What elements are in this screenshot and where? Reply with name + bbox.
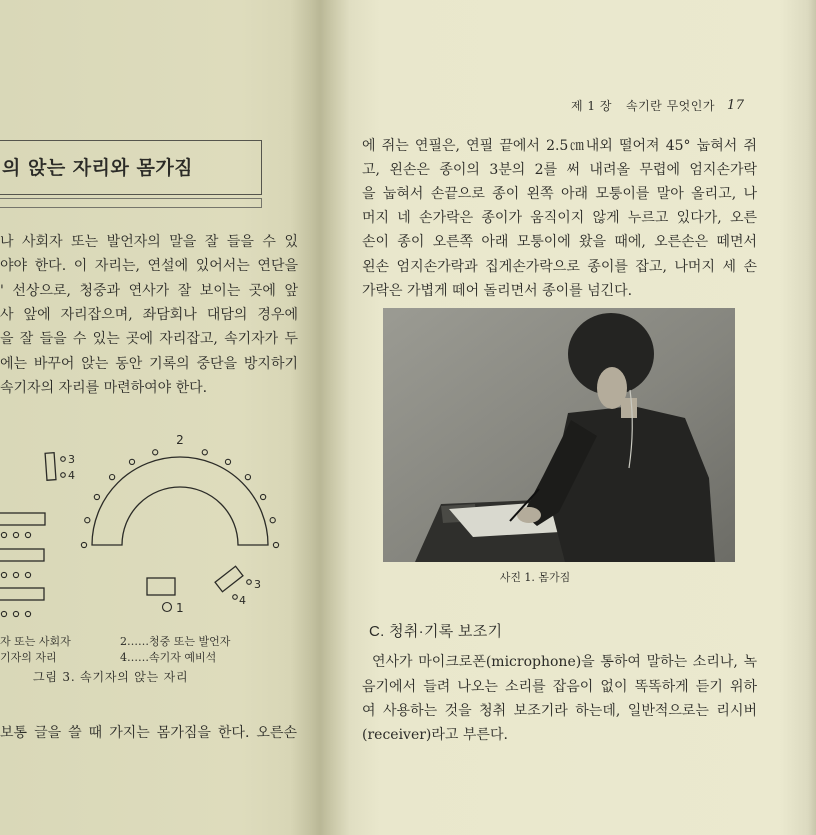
body-text-line: 손이 종이 오른쪽 아래 모퉁이에 왔을 때에, 오른손은 떼면서 <box>362 234 757 250</box>
seat-dot <box>129 459 134 464</box>
body-text-line: 머지 네 손가락은 종이가 움직이지 않게 누르고 있다가, 오른 <box>362 210 757 226</box>
body-text-line: 연사가 마이크로폰(microphone)을 통하여 말하는 소리나, 녹 <box>372 654 757 670</box>
body-text-line: 에 쥐는 연필은, 연필 끝에서 2.5㎝내외 떨어져 45° 눕혀서 쥐 <box>362 138 757 154</box>
body-text-line: 을 잘 들을 수 있는 곳에 자리잡고, 속기자가 두 <box>0 331 298 347</box>
seating-diagram <box>0 425 300 625</box>
seat-dot <box>270 518 275 523</box>
seat-dot <box>261 494 266 499</box>
page-number: 17 <box>727 98 745 113</box>
body-text-line: 야야 한다. 이 자리는, 연설에 있어서는 연단을 <box>0 258 298 274</box>
audience-marker-label: 2 <box>176 433 184 447</box>
seat-dot <box>273 542 278 547</box>
running-header-chapter: 제 1 장 <box>571 99 612 113</box>
stenographer-desk-left <box>45 453 56 481</box>
heading-underline-rule <box>0 198 262 208</box>
body-text-line: 에는 바꾸어 앉는 동안 기록의 중단을 방지하기 <box>0 356 298 372</box>
figure-legend-item: 기자의 자리 <box>0 651 57 664</box>
seat-dot <box>13 611 18 616</box>
seat-dot <box>13 572 18 577</box>
seat-dot <box>85 518 90 523</box>
left-page <box>0 0 305 835</box>
seat-dot <box>1 572 6 577</box>
body-text-line: (receiver)라고 부른다. <box>362 727 508 743</box>
audience-seat-dots <box>81 450 278 548</box>
marker-dot <box>247 580 252 585</box>
body-text-line: 고, 왼손은 종이의 3분의 2를 써 내려올 무렵에 엄지손가락 <box>362 162 757 178</box>
table-left-1 <box>0 513 45 525</box>
audience-seating-arch <box>92 457 268 545</box>
posture-photo <box>383 308 735 562</box>
figure-caption: 그림 3. 속기자의 앉는 자리 <box>33 670 189 684</box>
reserve-marker-label: 4 <box>68 469 75 482</box>
body-text-line: 속기자의 자리를 마련하여야 한다. <box>0 380 208 396</box>
seat-dot <box>25 572 30 577</box>
body-text-line: 가락은 가볍게 떼어 돌리면서 종이를 넘긴다. <box>362 283 633 299</box>
subsection-heading: C. 청취·기록 보조기 <box>369 623 503 640</box>
stenographer-desk-right <box>215 566 243 591</box>
figure-legend-item: 2……청중 또는 발언자 <box>120 635 231 648</box>
seat-dot <box>225 459 230 464</box>
seat-dot <box>1 611 6 616</box>
stenographer-marker-label: 3 <box>254 578 261 591</box>
speaker-marker-circle <box>163 603 172 612</box>
seat-dot <box>202 450 207 455</box>
seat-dot <box>94 494 99 499</box>
body-text-line: 음기에서 들려 나오는 소리를 잡음이 없이 똑똑하게 듣기 위하 <box>362 679 757 695</box>
photo-caption: 사진 1. 몸가짐 <box>499 571 571 584</box>
reserve-marker-label: 4 <box>239 594 246 607</box>
speaker-podium <box>147 578 175 595</box>
body-text-line: ' 선상으로, 청중과 연사가 잘 보이는 곳에 앞 <box>0 283 298 299</box>
section-heading: 의 앉는 자리와 몸가짐 <box>2 157 194 179</box>
body-text-line: 여 사용하는 것을 청취 보조기라 하는데, 일반적으로는 리시버 <box>362 703 757 719</box>
body-text-line: 나 사회자 또는 발언자의 말을 잘 들을 수 있 <box>0 234 298 250</box>
stenographer-marker-label: 3 <box>68 453 75 466</box>
woman-face <box>597 367 627 409</box>
seat-dot <box>110 475 115 480</box>
speaker-marker-label: 1 <box>176 601 184 615</box>
table-left-2 <box>0 549 44 561</box>
seat-dot <box>81 542 86 547</box>
body-text-line: 을 눕혀서 손끝으로 종이 왼쪽 아래 모퉁이를 말아 올리고, 나 <box>362 186 757 202</box>
marker-dot <box>61 457 66 462</box>
seat-dot <box>1 532 6 537</box>
body-text-line: 왼손 엄지손가락과 집게손가락으로 종이를 잡고, 나머지 세 손 <box>362 259 757 275</box>
body-text-line: 보통 글을 쓸 때 가지는 몸가짐을 한다. 오른손 <box>0 725 297 741</box>
seat-dot <box>25 611 30 616</box>
right-page <box>330 0 816 835</box>
table-left-3 <box>0 588 44 600</box>
figure-legend-item: 4……속기자 예비석 <box>120 651 217 664</box>
body-text-line: 사 앞에 자리잡으며, 좌담회나 대담의 경우에 <box>0 307 298 323</box>
seat-dot <box>153 450 158 455</box>
marker-dot <box>233 595 238 600</box>
seat-dot <box>13 532 18 537</box>
figure-legend-item: 자 또는 사회자 <box>0 635 71 648</box>
marker-dot <box>61 473 66 478</box>
seat-dot <box>25 532 30 537</box>
seat-dot <box>245 475 250 480</box>
running-header-title: 속기란 무엇인가 <box>626 99 715 113</box>
